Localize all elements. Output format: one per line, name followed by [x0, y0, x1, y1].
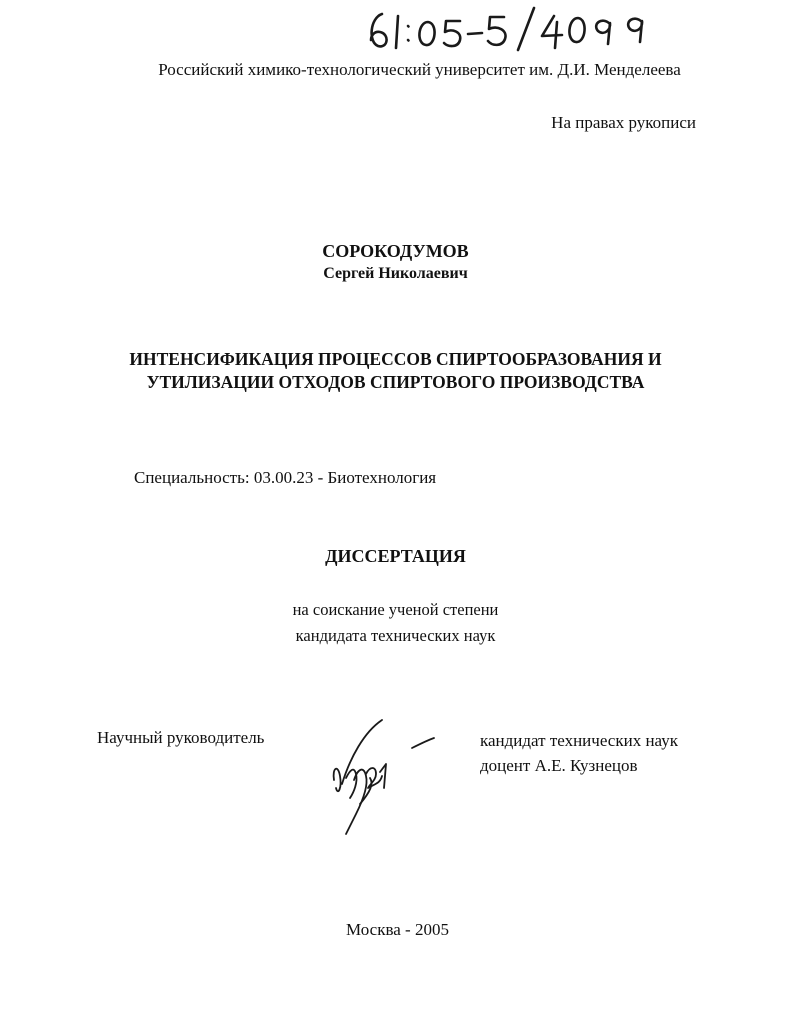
document-type: ДИССЕРТАЦИЯ [325, 546, 466, 566]
author-given-names: Сергей Николаевич [323, 265, 468, 282]
archive-code-handwriting [362, 4, 662, 54]
degree-line-1: на соискание ученой степени [292, 600, 499, 619]
supervisor-name: доцент А.Е. Кузнецов [480, 756, 638, 775]
handwritten-archive-code [362, 4, 662, 54]
supervisor-details [480, 728, 678, 778]
title-line-1: ИНТЕНСИФИКАЦИЯ ПРОЦЕССОВ СПИРТООБРАЗОВАНИЯ И [129, 349, 662, 369]
manuscript-rights-note: На правах рукописи [551, 113, 696, 132]
university-name: Российский химико-технологический университет им. Д.И. Менделеева [158, 60, 681, 79]
city-and-year: Москва - 2005 [346, 920, 449, 939]
degree-line-2: кандидата технических наук [295, 626, 496, 645]
supervisor-signature [320, 718, 440, 836]
degree-statement [0, 597, 791, 649]
title-line-2: УТИЛИЗАЦИИ ОТХОДОВ СПИРТОВОГО ПРОИЗВОДСТВА [146, 372, 645, 392]
specialty-line: Специальность: 03.00.23 - Биотехнология [134, 468, 437, 487]
supervisor-degree: кандидат технических наук [480, 731, 678, 750]
author-surname: СОРОКОДУМОВ [322, 241, 469, 261]
signature-icon [320, 718, 440, 836]
supervisor-label: Научный руководитель [97, 728, 265, 747]
dissertation-title [0, 348, 791, 394]
